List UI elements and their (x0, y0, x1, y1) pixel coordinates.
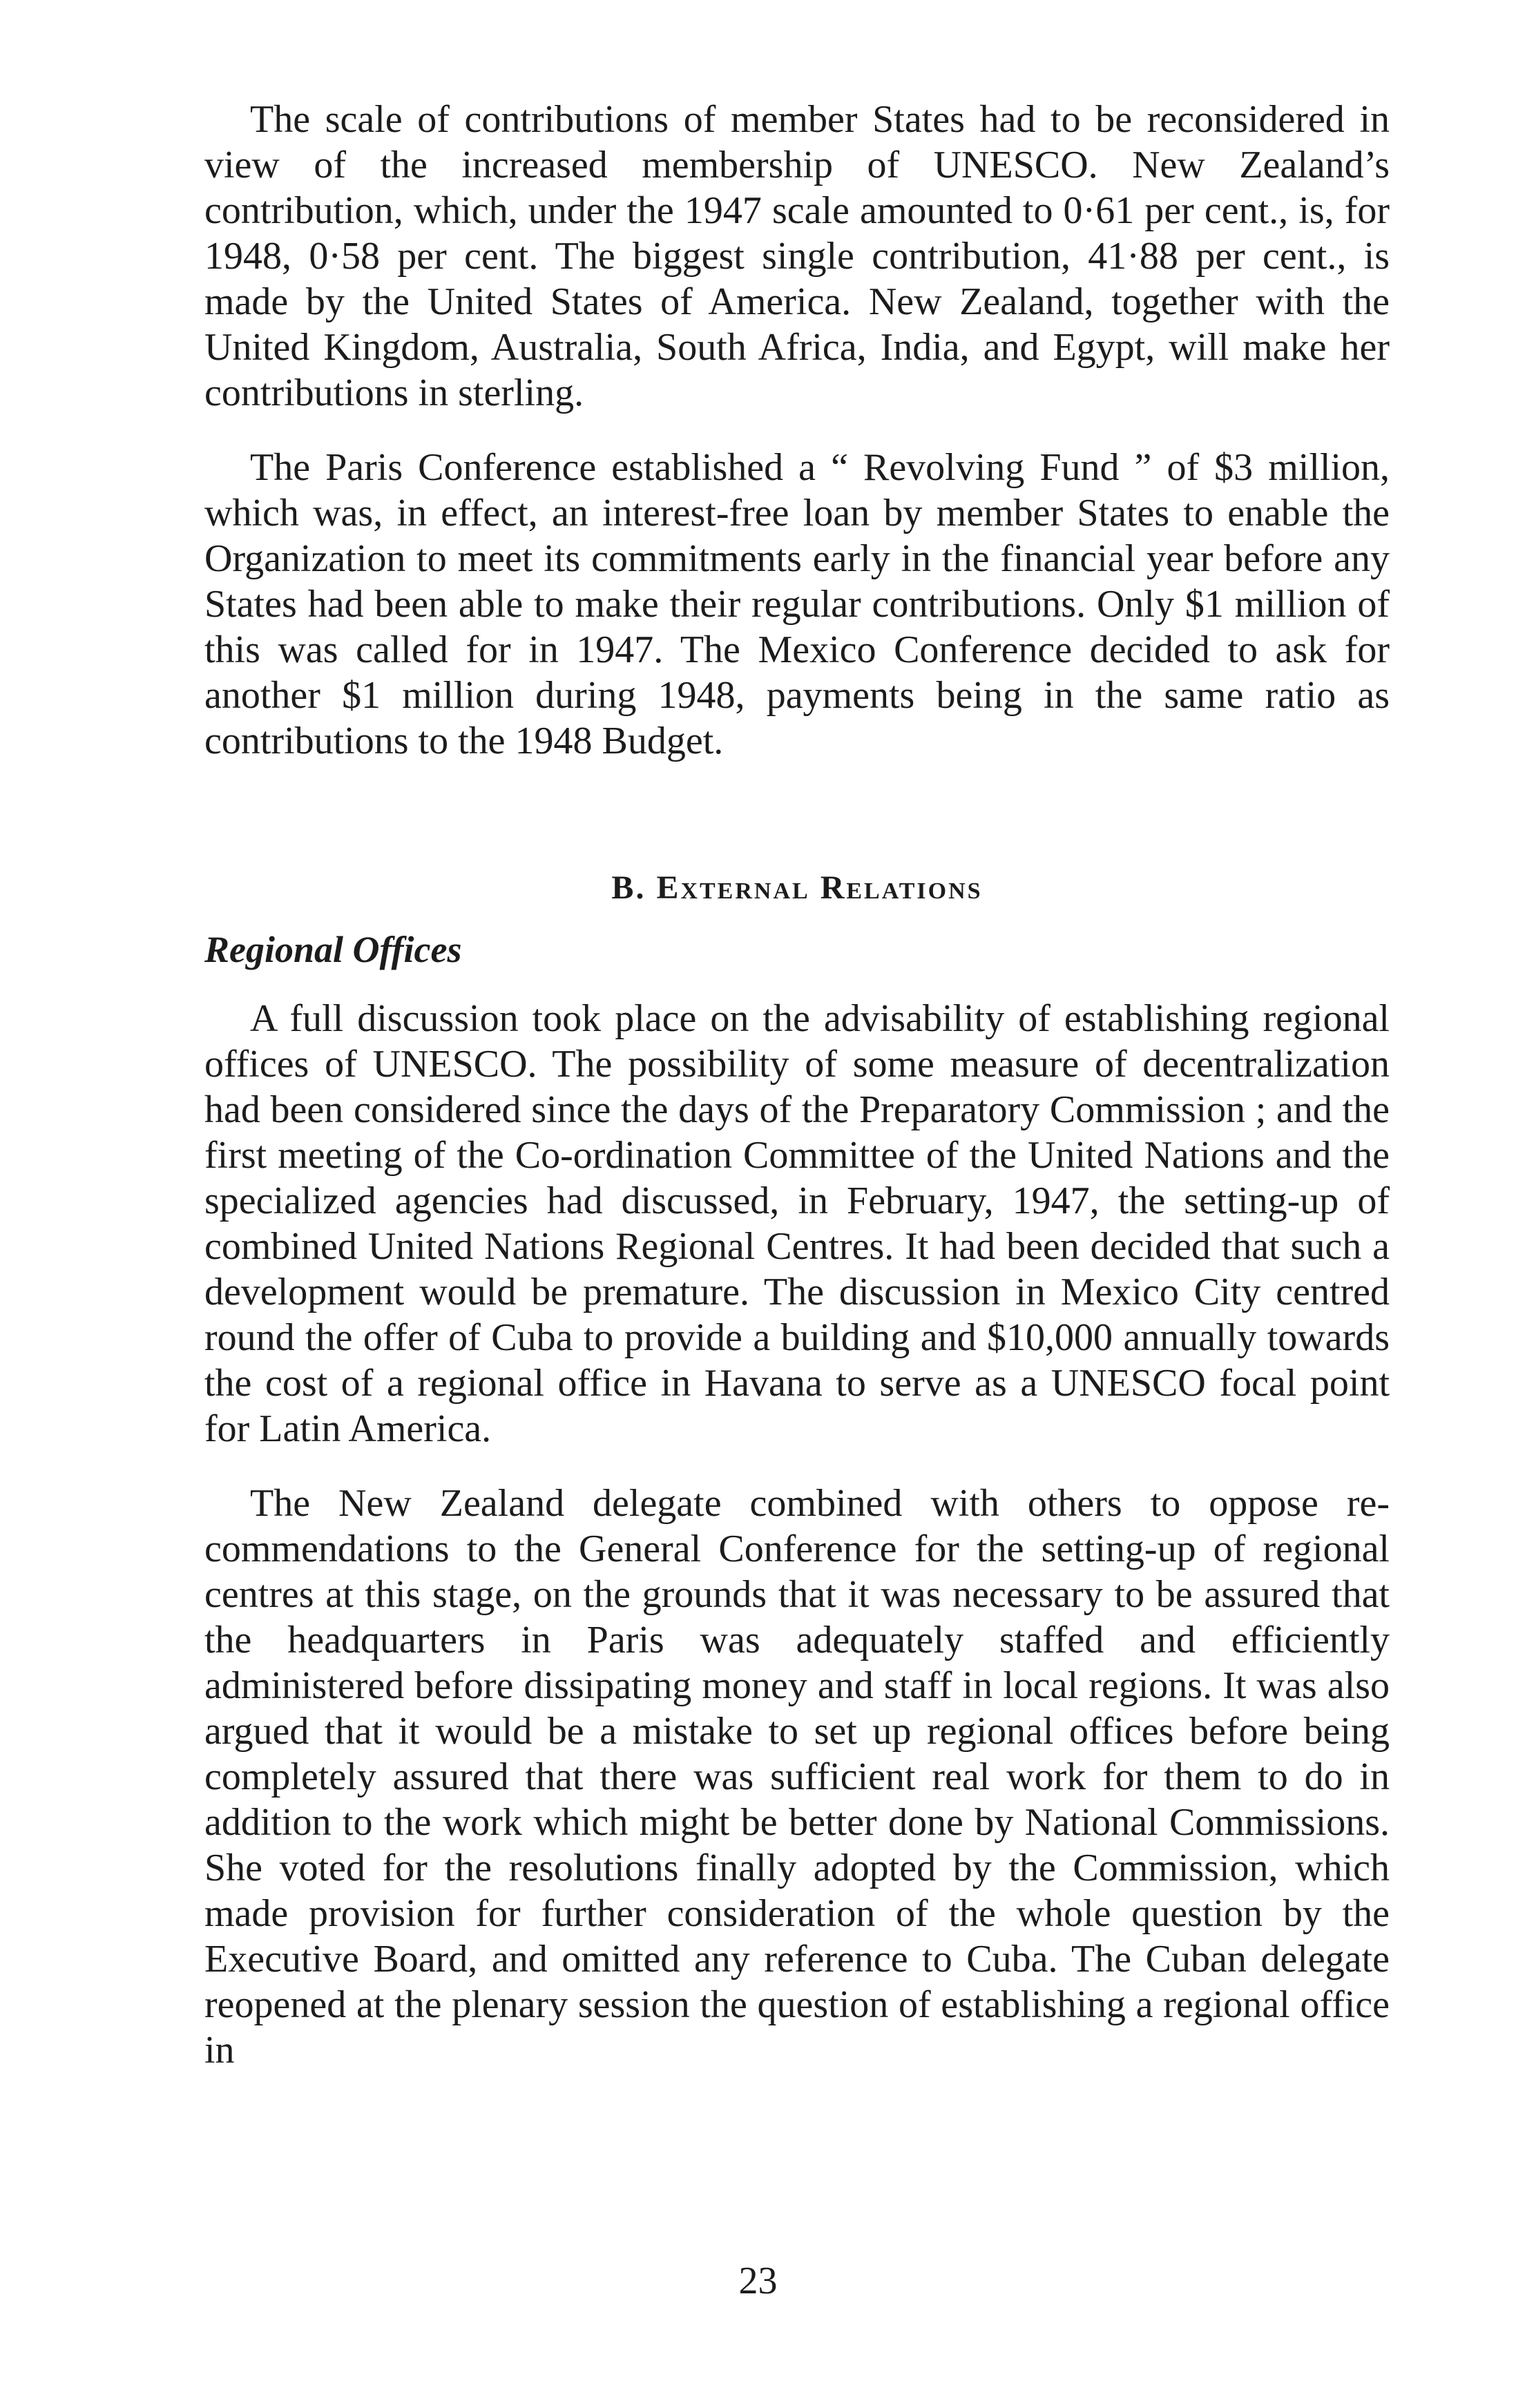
paragraph-nz-delegate: The New Zealand delegate combined with others to oppose recommendations to the General Conference for the setting-up of regional centres at this stage, on the grounds that it was necessary to be assured that the headquarters in Paris was adequately staffed and efficiently administered before dissipating money and staff in local regions. It was also argued that it would be a mistake to set up regional offices before being completely assured that there was sufficient real work for them to do in addition to the work which might be better done by National Commissions. She voted for the resolutions finally adopted by the Commission, which made provision for further consideration of the whole question by the Executive Board, and omitted any reference to Cuba. The Cuban delegate reopened at the plenary session the question of establishing a regional office in (204, 1482, 1390, 2072)
section-heading: B. External Relations (611, 869, 983, 906)
paragraph-revolving-fund: The Paris Conference established a “ Revolving Fund ” of $3 million, which was, in effect, an interest-free loan by member States to enable the Organization to meet its commitments early in the financial year before any States had been able to make their regular contributions. Only $1 million of this was called for in 1947. The Mexico Conference decided to ask for another $1 million during 1948, payments being in the same ratio as contributions to the 1948 Budget. (204, 446, 1390, 762)
page-number: 23 (738, 2260, 778, 2302)
paragraph-contributions: The scale of contributions of member States had to be reconsidered in view of the increased membership of UNESCO. New Zealand’s contribution, which, under the 1947 scale amounted to 0·61 per cent., is, for 1948, 0·58 per cent. The biggest single contribution, 41·88 per cent., is made by the United States of America. New Zealand, together with the United Kingdom, Australia, South Africa, India, and Egypt, will make her contributions in sterling. (204, 98, 1390, 414)
subheading-regional-offices: Regional Offices (204, 929, 462, 970)
paragraph-regional-discussion: A full discussion took place on the advisability of establishing regional offices of UNESCO. The possibility of some measure of decentralization had been considered since the days of the Preparatory Commission ; and the first meeting of the Co-ordination Committee of the United Nations and the specialized agencies had discussed, in February, 1947, the setting-up of combined United Nations Regional Centres. It had been decided that such a development would be premature. The discussion in Mexico City centred round the offer of Cuba to provide a building and $10,000 annually towards the cost of a regional office in Havana to serve as a UNESCO focal point for Latin America. (204, 997, 1390, 1450)
page-body (204, 97, 1390, 2073)
